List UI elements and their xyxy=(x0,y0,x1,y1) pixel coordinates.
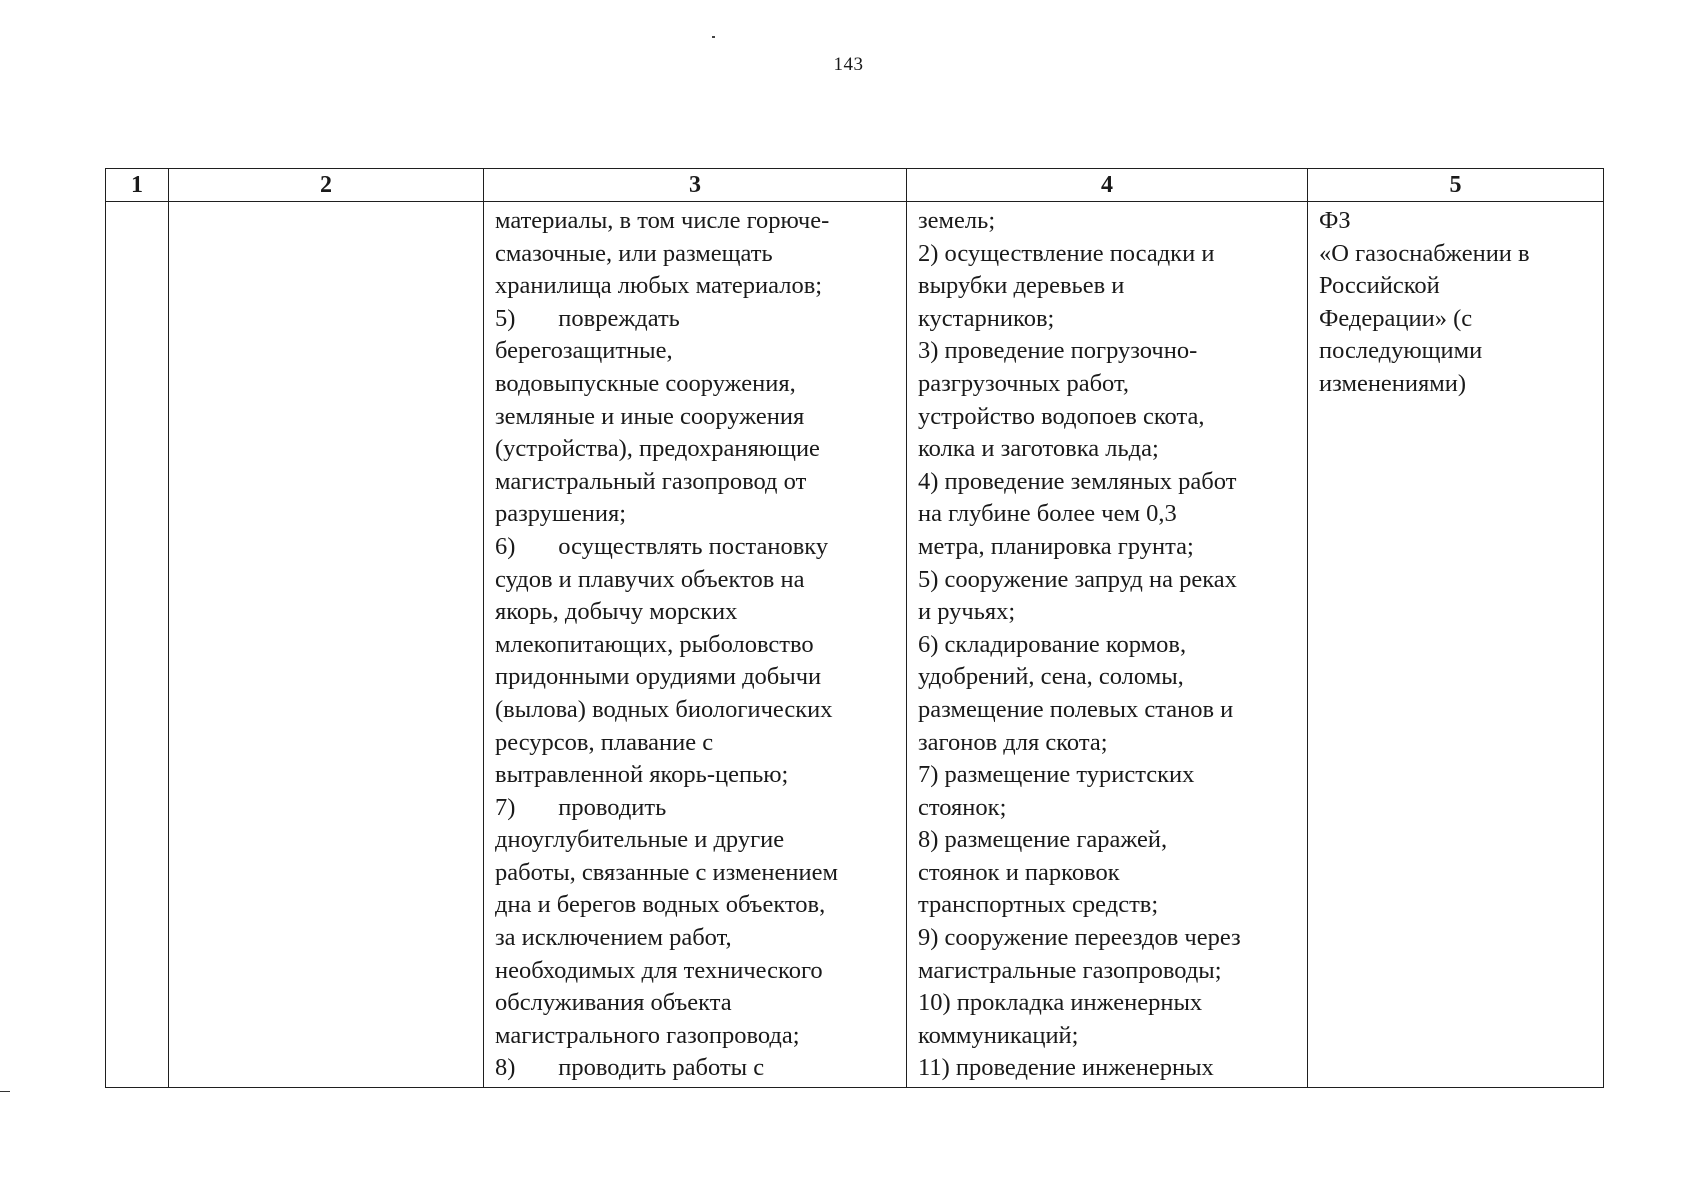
cell-permitted-works xyxy=(907,202,1308,1088)
column-header-5: 5 xyxy=(1308,169,1604,202)
column-header-3: 3 xyxy=(484,169,907,202)
cell-legal-basis xyxy=(1308,202,1604,1088)
table-row xyxy=(106,202,1604,1088)
column-header-1: 1 xyxy=(106,169,169,202)
page-number: 143 xyxy=(833,54,864,75)
permitted-works-text: земель; 2) осуществление посадки и вырубки деревьев и кустарников; 3) проведение погрузочно- разгрузочных работ, устройство водопоев скота, колка и заготовка льда; 4) проведение земляных работ на глубине более чем 0,3 метра, планировка грунта; 5) сооружение запруд на реках и ручьях; 6) складирование кормов, удобрений, сена, соломы, размещение полевых станов и загонов для скота; 7) размещение туристских стоянок; 8) размещение гаражей, стоянок и парковок транспортных средств; 9) сооружение переездов через магистральные газопроводы; 10) прокладка инженерных коммуникаций; 11) проведение инженерных xyxy=(918,207,1241,1082)
scan-speck xyxy=(712,36,715,38)
legal-basis-text: ФЗ «О газоснабжении в Российской Федерации» (с последующими изменениями) xyxy=(1319,207,1530,397)
column-header-2: 2 xyxy=(169,169,484,202)
header-row xyxy=(106,169,1604,202)
regulation-table xyxy=(105,168,1604,1088)
cell-col2 xyxy=(169,202,484,1088)
cell-col1 xyxy=(106,202,169,1088)
prohibitions-text: материалы, в том числе горюче- смазочные, или размещать хранилища любых материалов; 5) повреждать берегозащитные, водовыпускные сооружения, земляные и иные сооружения (устройства), предохраняющие магистральный газопровод от разрушения; 6) осуществлять постановку судов и плавучих объектов на якорь, добычу морских млекопитающих, рыболовство придонными орудиями добычи (вылова) водных биологических ресурсов, плавание с вытравленной якорь-цепью; 7) проводить дноуглубительные и другие работы, связанные с изменением дна и берегов водных объектов, за исключением работ, необходимых для технического обслуживания объекта магистрального газопровода; 8) проводить работы с xyxy=(495,207,838,1082)
cell-prohibitions xyxy=(484,202,907,1088)
column-header-4: 4 xyxy=(907,169,1308,202)
scan-edge-mark xyxy=(0,1091,10,1092)
